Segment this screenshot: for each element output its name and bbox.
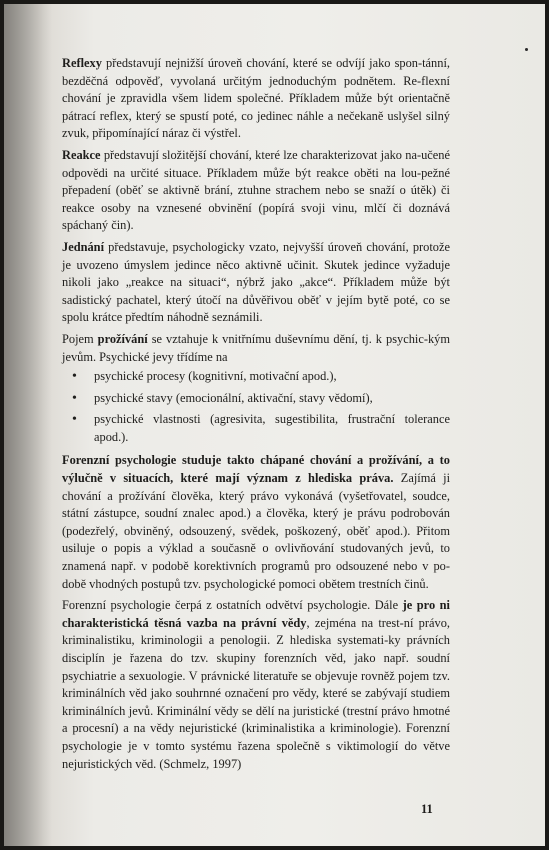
paragraph-prozivani [62, 331, 450, 366]
paragraph-forensic [62, 452, 450, 593]
forensic-definition: Forenzní psychologie studuje takto chápané chování a prožívání, a to výlučně v situacích, které mají význam z hlediska práva. [62, 453, 450, 486]
paragraph-text: představují nejnižší úroveň chování, které se odvíjí jako spon-tánní, bezděčná odpověď, vyvolaná určitým jednoduchým podnětem. Re-flexní chování je zpravidla všem lidem společné. Příkladem může být orientačně pátrací reflex, který se spustí poté, co jedinec náhle a nečekaně uslyšel silný zvuk, připomínající náraz či výstřel. [62, 56, 450, 141]
paragraph-text: Forenzní psychologie čerpá z ostatních odvětví psychologie. Dále [62, 598, 403, 613]
list-item: • psychické procesy (kognitivní, motivační apod.), [62, 368, 450, 386]
paragraph-relations [62, 597, 450, 773]
paragraph-text: se vztahuje k vnitřnímu duševnímu dění, tj. k psychic-kým jevům. Psychické jevy třídíme na [62, 331, 451, 364]
term-reakce: Reakce [62, 147, 101, 162]
book-page [4, 4, 545, 846]
term-prozivani: prožívání [97, 331, 148, 346]
paragraph-text: , zejména na trest-ní právo, kriminalistiku, kriminologii a penologii. Z hlediska systemati-ky právních disciplín je řazena do tzv. skupiny forenzních věd, jako např. soudní psychiatrie a sexuologie. V právnické literatuře se objevuje rovněž pojem tzv. kriminálních věd jako souhrnné označení pro vědy, které se zabývají studiem kriminálních jevů. Kriminální vědy se dělí na juristické (trestní právo hmotné a procesní) a na vědy nejuristické (kriminalistika a kriminologie). Forenzní psychologie je v tomto systému řazena společně s viktimologií do větve nejuristických věd. (Schmelz, 1997) [62, 615, 450, 771]
paragraph-jednani [62, 239, 450, 327]
body-text [62, 55, 450, 777]
paragraph-text: představuje, psychologicky vzato, nejvyšší úroveň chování, protože je uvozeno úmyslem jedince něco aktivně učinit. Skutek jedince vyžaduje nikoli jako „reakce na situaci“, nýbrž jako „akce“. Příkladem může být sadistický pachatel, který útočí na důvěřivou oběť v jejím bytě poté, co se spolu krátce předtím náhodně seznámili. [62, 239, 450, 325]
dust-speck [525, 48, 528, 51]
paragraph-reflexy [62, 55, 450, 143]
psychic-phenomena-list [62, 368, 450, 446]
term-reflexy: Reflexy [62, 56, 102, 70]
paragraph-reakce [62, 147, 450, 235]
paragraph-text: představují složitější chování, které lze charakterizovat jako na-učené odpovědi na určité situace. Příkladem může být reakce oběti na lou-pežné přepadení (oběť se aktivně brání, ztuhne strachem nebo se snaží o útěk) či reakce osoby na vznesené obvinění (popírá svoji vinu, mlčí či doznává spáchaný čin). [62, 147, 450, 233]
page-gutter-shadow [4, 4, 52, 846]
list-item: • psychické vlastnosti (agresivita, sugestibilita, frustrační tolerance apod.). [62, 411, 450, 446]
paragraph-text: Pojem [62, 331, 98, 346]
list-item: • psychické stavy (emocionální, aktivační, stavy vědomí), [62, 390, 450, 408]
paragraph-text: Zajímá ji chování a prožívání člověka, který právo vykonává (vyšetřovatel, soudce, státní zástupce, soudní znalec apod.) a člověka, který je právu podrobován (podezřelý, obviněný, odsouzený, svědek, poškozený, oběť apod.). Přitom usiluje o popis a výklad a současně o ovlivňování studovaných jevů, to znamená např. v podobě korektivních programů pro odsouzené nebo v po-době vhodných postupů tzv. psychologické pomoci obětem trestních činů. [62, 471, 451, 591]
page-number: 11 [421, 802, 433, 816]
term-jednani: Jednání [62, 239, 105, 254]
legal-sciences-emphasis: je pro ni charakteristická těsná vazba na právní vědy [62, 598, 450, 630]
